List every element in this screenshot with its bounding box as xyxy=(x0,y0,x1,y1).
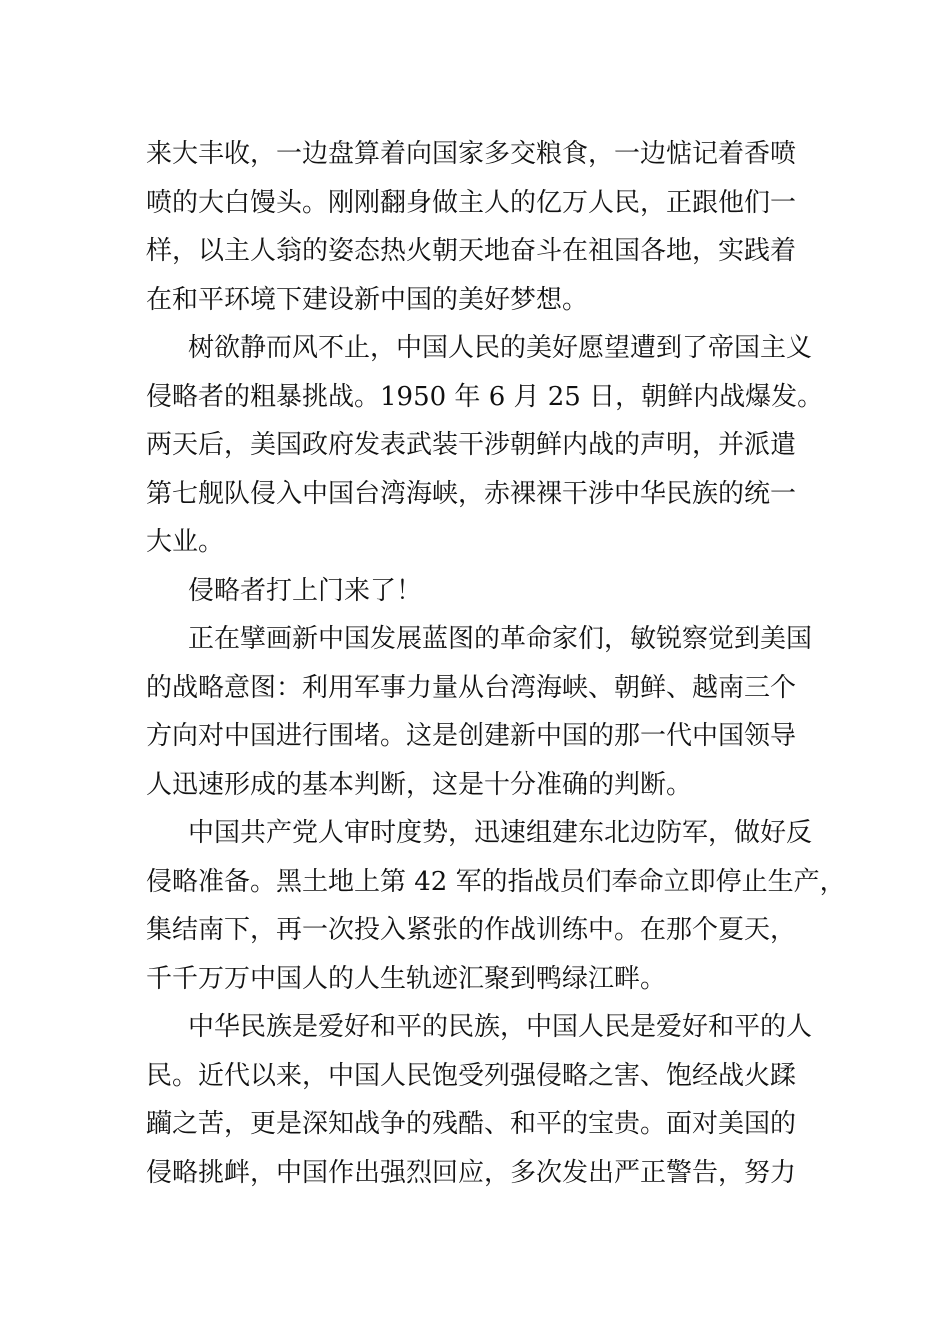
text-line: 千千万万中国人的人生轨迹汇聚到鸭绿江畔。 xyxy=(146,963,667,994)
paragraph-2 xyxy=(146,324,824,567)
text-line: 侵略准备。黑土地上第 42 军的指战员们奉命立即停止生产， xyxy=(146,866,846,897)
text-line: 大业。 xyxy=(146,527,225,557)
text-line: 两天后，美国政府发表武装干涉朝鲜内战的声明，并派遣 xyxy=(146,430,797,460)
text-line: 中国共产党人审时度势，迅速组建东北边防军，做好反 xyxy=(188,818,813,848)
text-line: 来大丰收，一边盘算着向国家多交粮食，一边惦记着香喷 xyxy=(146,139,797,169)
text-line: 的战略意图：利用军事力量从台湾海峡、朝鲜、越南三个 xyxy=(146,672,797,703)
text-line: 在和平环境下建设新中国的美好梦想。 xyxy=(146,284,589,315)
text-line: 方向对中国进行围堵。这是创建新中国的那一代中国领导 xyxy=(146,721,797,751)
text-line: 正在擘画新中国发展蓝图的革命家们，敏锐察觉到美国 xyxy=(188,624,813,654)
text-line: 喷的大白馒头。刚刚翻身做主人的亿万人民，正跟他们一 xyxy=(146,187,797,218)
text-line: 侵略者打上门来了！ xyxy=(188,575,423,606)
text-line: 样，以主人翁的姿态热火朝天地奋斗在祖国各地，实践着 xyxy=(146,236,797,266)
text-line: 躏之苦，更是深知战争的残酷、和平的宝贵。面对美国的 xyxy=(146,1109,797,1139)
paragraph-4 xyxy=(146,615,818,809)
text-line: 侵略者的粗暴挑战。1950 年 6 月 25 日，朝鲜内战爆发。 xyxy=(146,381,824,412)
paragraph-3 xyxy=(146,567,818,616)
paragraph-5 xyxy=(146,809,846,1003)
text-line: 集结南下，再一次投入紧张的作战训练中。在那个夏天， xyxy=(146,915,797,945)
body-text xyxy=(146,130,846,1197)
paragraph-1 xyxy=(146,130,818,324)
paragraph-6 xyxy=(146,1003,818,1197)
text-line: 民。近代以来，中国人民饱受列强侵略之害、饱经战火蹂 xyxy=(146,1060,797,1091)
text-line: 第七舰队侵入中国台湾海峡，赤裸裸干涉中华民族的统一 xyxy=(146,478,797,509)
text-line: 侵略挑衅，中国作出强烈回应，多次发出严正警告，努力 xyxy=(146,1157,797,1188)
text-line: 人迅速形成的基本判断，这是十分准确的判断。 xyxy=(146,769,693,800)
text-line: 中华民族是爱好和平的民族，中国人民是爱好和平的人 xyxy=(188,1012,813,1042)
text-line: 树欲静而风不止，中国人民的美好愿望遭到了帝国主义 xyxy=(188,333,813,363)
